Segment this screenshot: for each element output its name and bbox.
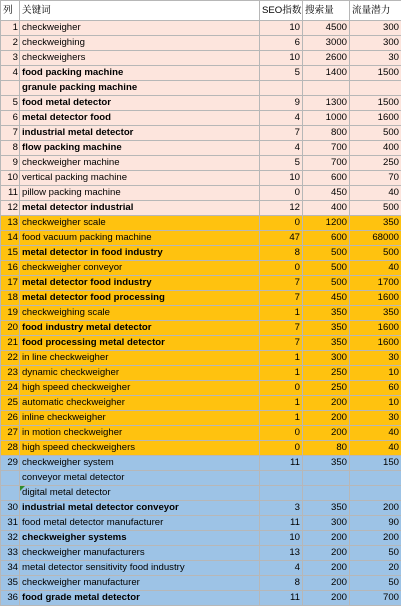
cell-index[interactable]: 32 xyxy=(1,531,20,546)
cell-seo-index[interactable]: 7 xyxy=(260,336,303,351)
cell-traffic-potential[interactable]: 70 xyxy=(350,171,401,186)
cell-index[interactable]: 9 xyxy=(1,156,20,171)
cell-index[interactable]: 8 xyxy=(1,141,20,156)
cell-keyword[interactable]: checkweigher scale xyxy=(20,216,260,231)
cell-traffic-potential[interactable]: 50 xyxy=(350,576,401,591)
cell-traffic-potential[interactable]: 1500 xyxy=(350,96,401,111)
cell-index[interactable]: 23 xyxy=(1,366,20,381)
cell-traffic-potential[interactable]: 10 xyxy=(350,396,401,411)
cell-traffic-potential[interactable]: 90 xyxy=(350,516,401,531)
table-row xyxy=(1,171,401,186)
table-row xyxy=(1,441,401,456)
table-row xyxy=(1,51,401,66)
cell-seo-index[interactable] xyxy=(260,486,303,501)
cell-index[interactable]: 16 xyxy=(1,261,20,276)
cell-traffic-potential[interactable]: 60 xyxy=(350,381,401,396)
cell-keyword[interactable]: metal detector sensitivity food industry xyxy=(20,561,260,576)
table-row xyxy=(1,216,401,231)
cell-keyword[interactable]: checkweigher manufacturers xyxy=(20,546,260,561)
table-row xyxy=(1,411,401,426)
cell-keyword[interactable]: checkweigher xyxy=(20,21,260,36)
cell-seo-index[interactable]: 0 xyxy=(260,216,303,231)
cell-index[interactable]: 18 xyxy=(1,291,20,306)
table-row xyxy=(1,81,401,96)
cell-search-volume[interactable]: 800 xyxy=(303,126,350,141)
cell-traffic-potential[interactable]: 1600 xyxy=(350,111,401,126)
cell-traffic-potential[interactable]: 30 xyxy=(350,51,401,66)
cell-search-volume[interactable]: 500 xyxy=(303,246,350,261)
cell-keyword[interactable]: checkweigher manufacturer xyxy=(20,576,260,591)
cell-traffic-potential[interactable]: 350 xyxy=(350,216,401,231)
cell-search-volume[interactable]: 400 xyxy=(303,201,350,216)
cell-seo-index[interactable]: 10 xyxy=(260,51,303,66)
cell-keyword[interactable]: checkweigher conveyor xyxy=(20,261,260,276)
cell-seo-index[interactable]: 12 xyxy=(260,201,303,216)
cell-keyword[interactable]: granule packing machine xyxy=(20,81,260,96)
cell-index[interactable]: 12 xyxy=(1,201,20,216)
cell-keyword[interactable]: dynamic checkweigher xyxy=(20,366,260,381)
cell-traffic-potential[interactable]: 40 xyxy=(350,426,401,441)
cell-search-volume[interactable] xyxy=(303,486,350,501)
cell-index[interactable]: 4 xyxy=(1,66,20,81)
cell-index[interactable]: 30 xyxy=(1,501,20,516)
cell-traffic-potential[interactable]: 500 xyxy=(350,246,401,261)
cell-keyword[interactable]: food metal detector manufacturer xyxy=(20,516,260,531)
cell-index[interactable]: 34 xyxy=(1,561,20,576)
cell-index[interactable] xyxy=(1,81,20,96)
table-row xyxy=(1,561,401,576)
cell-traffic-potential[interactable]: 30 xyxy=(350,411,401,426)
cell-index[interactable]: 7 xyxy=(1,126,20,141)
cell-keyword[interactable]: pillow packing machine xyxy=(20,186,260,201)
cell-seo-index[interactable]: 10 xyxy=(260,21,303,36)
table-row xyxy=(1,516,401,531)
cell-traffic-potential[interactable]: 350 xyxy=(350,306,401,321)
cell-index[interactable]: 3 xyxy=(1,51,20,66)
cell-search-volume[interactable]: 250 xyxy=(303,366,350,381)
header-traffic-potential[interactable]: 流量潜力 xyxy=(350,1,401,21)
cell-seo-index[interactable]: 10 xyxy=(260,531,303,546)
cell-index[interactable]: 20 xyxy=(1,321,20,336)
cell-search-volume[interactable]: 350 xyxy=(303,336,350,351)
header-search-volume[interactable]: 搜索量 xyxy=(303,1,350,21)
cell-index[interactable]: 29 xyxy=(1,456,20,471)
cell-search-volume[interactable]: 700 xyxy=(303,156,350,171)
table-row xyxy=(1,36,401,51)
cell-index[interactable]: 24 xyxy=(1,381,20,396)
cell-keyword[interactable]: food vacuum packing machine xyxy=(20,231,260,246)
cell-keyword[interactable]: food industry metal detector xyxy=(20,321,260,336)
cell-search-volume[interactable]: 1000 xyxy=(303,111,350,126)
cell-index[interactable]: 26 xyxy=(1,411,20,426)
cell-index[interactable]: 1 xyxy=(1,21,20,36)
cell-search-volume[interactable]: 200 xyxy=(303,576,350,591)
cell-keyword[interactable]: automatic checkweigher xyxy=(20,396,260,411)
table-row xyxy=(1,261,401,276)
cell-traffic-potential[interactable]: 500 xyxy=(350,126,401,141)
cell-keyword[interactable]: conveyor metal detector xyxy=(20,471,260,486)
cell-keyword[interactable]: high speed checkweighers xyxy=(20,441,260,456)
table-row xyxy=(1,21,401,36)
cell-keyword[interactable]: metal detector industrial xyxy=(20,201,260,216)
cell-index[interactable]: 33 xyxy=(1,546,20,561)
cell-traffic-potential[interactable]: 40 xyxy=(350,186,401,201)
cell-index[interactable]: 36 xyxy=(1,591,20,606)
cell-search-volume[interactable]: 350 xyxy=(303,306,350,321)
cell-index[interactable]: 25 xyxy=(1,396,20,411)
cell-search-volume[interactable]: 600 xyxy=(303,171,350,186)
cell-index[interactable]: 14 xyxy=(1,231,20,246)
cell-seo-index[interactable]: 0 xyxy=(260,426,303,441)
cell-keyword[interactable]: food grade metal detector xyxy=(20,591,260,606)
cell-seo-index[interactable]: 7 xyxy=(260,291,303,306)
cell-traffic-potential[interactable]: 1700 xyxy=(350,276,401,291)
cell-index[interactable]: 28 xyxy=(1,441,20,456)
table-row xyxy=(1,546,401,561)
header-index[interactable]: 列 xyxy=(1,1,20,21)
cell-traffic-potential[interactable]: 200 xyxy=(350,531,401,546)
cell-seo-index[interactable]: 6 xyxy=(260,36,303,51)
table-row xyxy=(1,471,401,486)
cell-seo-index[interactable]: 9 xyxy=(260,96,303,111)
cell-seo-index[interactable] xyxy=(260,81,303,96)
cell-search-volume[interactable]: 3000 xyxy=(303,36,350,51)
cell-seo-index[interactable]: 8 xyxy=(260,246,303,261)
cell-seo-index[interactable]: 0 xyxy=(260,381,303,396)
cell-keyword[interactable]: checkweigher machine xyxy=(20,156,260,171)
cell-search-volume[interactable]: 200 xyxy=(303,546,350,561)
table-row xyxy=(1,126,401,141)
cell-index[interactable]: 19 xyxy=(1,306,20,321)
table-row xyxy=(1,366,401,381)
table-row xyxy=(1,96,401,111)
cell-keyword[interactable]: in motion checkweigher xyxy=(20,426,260,441)
cell-traffic-potential[interactable]: 50 xyxy=(350,546,401,561)
cell-traffic-potential[interactable]: 20 xyxy=(350,561,401,576)
cell-search-volume[interactable]: 450 xyxy=(303,291,350,306)
table-row xyxy=(1,276,401,291)
cell-search-volume[interactable]: 350 xyxy=(303,456,350,471)
table-row xyxy=(1,201,401,216)
cell-traffic-potential[interactable] xyxy=(350,486,401,501)
table-row xyxy=(1,231,401,246)
cell-search-volume[interactable]: 2600 xyxy=(303,51,350,66)
cell-seo-index[interactable]: 3 xyxy=(260,501,303,516)
cell-seo-index[interactable]: 4 xyxy=(260,141,303,156)
cell-keyword[interactable]: checkweigher system xyxy=(20,456,260,471)
cell-seo-index[interactable]: 1 xyxy=(260,411,303,426)
cell-keyword[interactable]: checkweighing scale xyxy=(20,306,260,321)
cell-seo-index[interactable]: 47 xyxy=(260,231,303,246)
table-row xyxy=(1,186,401,201)
cell-seo-index[interactable]: 4 xyxy=(260,111,303,126)
cell-traffic-potential[interactable]: 40 xyxy=(350,261,401,276)
cell-seo-index[interactable]: 1 xyxy=(260,396,303,411)
table-row xyxy=(1,321,401,336)
cell-seo-index[interactable]: 4 xyxy=(260,561,303,576)
cell-search-volume[interactable]: 250 xyxy=(303,381,350,396)
cell-index[interactable]: 15 xyxy=(1,246,20,261)
cell-search-volume[interactable] xyxy=(303,471,350,486)
table-row xyxy=(1,141,401,156)
cell-traffic-potential[interactable]: 40 xyxy=(350,441,401,456)
cell-keyword[interactable]: checkweighers xyxy=(20,51,260,66)
table-row xyxy=(1,291,401,306)
cell-seo-index[interactable]: 0 xyxy=(260,261,303,276)
cell-traffic-potential[interactable]: 200 xyxy=(350,501,401,516)
cell-index[interactable]: 10 xyxy=(1,171,20,186)
table-row xyxy=(1,381,401,396)
cell-keyword[interactable]: in line checkweigher xyxy=(20,351,260,366)
table-row xyxy=(1,246,401,261)
header-row xyxy=(1,1,401,21)
cell-search-volume[interactable]: 1200 xyxy=(303,216,350,231)
cell-index[interactable]: 11 xyxy=(1,186,20,201)
cell-index[interactable]: 31 xyxy=(1,516,20,531)
table-row xyxy=(1,351,401,366)
cell-traffic-potential[interactable] xyxy=(350,471,401,486)
table-row xyxy=(1,591,401,606)
cell-search-volume[interactable]: 450 xyxy=(303,186,350,201)
cell-traffic-potential[interactable]: 1600 xyxy=(350,336,401,351)
cell-index[interactable]: 2 xyxy=(1,36,20,51)
header-keyword[interactable]: 关键词 xyxy=(20,1,260,21)
cell-traffic-potential[interactable] xyxy=(350,81,401,96)
cell-index[interactable]: 13 xyxy=(1,216,20,231)
cell-index[interactable]: 5 xyxy=(1,96,20,111)
table-row xyxy=(1,501,401,516)
table-row xyxy=(1,66,401,81)
cell-traffic-potential[interactable]: 1500 xyxy=(350,66,401,81)
cell-seo-index[interactable]: 11 xyxy=(260,456,303,471)
cell-seo-index[interactable]: 1 xyxy=(260,366,303,381)
cell-traffic-potential[interactable]: 68000 xyxy=(350,231,401,246)
table-row xyxy=(1,111,401,126)
cell-seo-index[interactable]: 8 xyxy=(260,576,303,591)
cell-seo-index[interactable]: 5 xyxy=(260,66,303,81)
cell-search-volume[interactable]: 200 xyxy=(303,396,350,411)
cell-keyword[interactable]: food packing machine xyxy=(20,66,260,81)
cell-index[interactable]: 35 xyxy=(1,576,20,591)
cell-search-volume[interactable]: 200 xyxy=(303,426,350,441)
cell-search-volume[interactable]: 200 xyxy=(303,531,350,546)
cell-search-volume[interactable]: 300 xyxy=(303,351,350,366)
cell-seo-index[interactable]: 1 xyxy=(260,351,303,366)
cell-seo-index[interactable]: 10 xyxy=(260,171,303,186)
cell-search-volume[interactable]: 500 xyxy=(303,261,350,276)
cell-search-volume[interactable]: 200 xyxy=(303,411,350,426)
cell-seo-index[interactable]: 5 xyxy=(260,156,303,171)
table-row xyxy=(1,156,401,171)
cell-keyword[interactable]: vertical packing machine xyxy=(20,171,260,186)
cell-index[interactable] xyxy=(1,471,20,486)
cell-index[interactable]: 6 xyxy=(1,111,20,126)
cell-search-volume[interactable]: 350 xyxy=(303,321,350,336)
table-row xyxy=(1,531,401,546)
cell-search-volume[interactable]: 500 xyxy=(303,276,350,291)
table-row xyxy=(1,576,401,591)
cell-keyword[interactable]: metal detector food industry xyxy=(20,276,260,291)
cell-search-volume[interactable]: 1300 xyxy=(303,96,350,111)
cell-traffic-potential[interactable]: 300 xyxy=(350,36,401,51)
table-row xyxy=(1,486,401,501)
cell-search-volume[interactable]: 80 xyxy=(303,441,350,456)
cell-seo-index[interactable]: 0 xyxy=(260,186,303,201)
cell-seo-index[interactable]: 1 xyxy=(260,306,303,321)
cell-keyword[interactable]: digital metal detector xyxy=(20,486,260,501)
cell-keyword[interactable]: metal detector food xyxy=(20,111,260,126)
cell-index[interactable]: 17 xyxy=(1,276,20,291)
table-row xyxy=(1,306,401,321)
cell-traffic-potential[interactable]: 10 xyxy=(350,366,401,381)
cell-traffic-potential[interactable]: 400 xyxy=(350,141,401,156)
cell-search-volume[interactable]: 700 xyxy=(303,141,350,156)
table-row xyxy=(1,426,401,441)
cell-traffic-potential[interactable]: 1600 xyxy=(350,321,401,336)
cell-search-volume[interactable] xyxy=(303,81,350,96)
cell-keyword[interactable]: metal detector food processing xyxy=(20,291,260,306)
table-row xyxy=(1,396,401,411)
cell-traffic-potential[interactable]: 700 xyxy=(350,591,401,606)
cell-seo-index[interactable] xyxy=(260,471,303,486)
cell-keyword[interactable]: metal detector in food industry xyxy=(20,246,260,261)
cell-seo-index[interactable]: 7 xyxy=(260,321,303,336)
cell-keyword[interactable]: industrial metal detector conveyor xyxy=(20,501,260,516)
cell-traffic-potential[interactable]: 300 xyxy=(350,21,401,36)
cell-keyword[interactable]: high speed checkweigher xyxy=(20,381,260,396)
cell-traffic-potential[interactable]: 30 xyxy=(350,351,401,366)
cell-index[interactable]: 21 xyxy=(1,336,20,351)
cell-search-volume[interactable]: 4500 xyxy=(303,21,350,36)
cell-traffic-potential[interactable]: 500 xyxy=(350,201,401,216)
cell-index[interactable]: 27 xyxy=(1,426,20,441)
table-row xyxy=(1,456,401,471)
cell-traffic-potential[interactable]: 150 xyxy=(350,456,401,471)
cell-search-volume[interactable]: 200 xyxy=(303,591,350,606)
cell-keyword[interactable]: inline checkweigher xyxy=(20,411,260,426)
cell-keyword[interactable]: checkweigher systems xyxy=(20,531,260,546)
cell-search-volume[interactable]: 1400 xyxy=(303,66,350,81)
cell-search-volume[interactable]: 300 xyxy=(303,516,350,531)
cell-seo-index[interactable]: 0 xyxy=(260,441,303,456)
cell-search-volume[interactable]: 200 xyxy=(303,561,350,576)
cell-seo-index[interactable]: 7 xyxy=(260,126,303,141)
cell-keyword[interactable]: flow packing machine xyxy=(20,141,260,156)
cell-search-volume[interactable]: 350 xyxy=(303,501,350,516)
cell-search-volume[interactable]: 600 xyxy=(303,231,350,246)
cell-seo-index[interactable]: 11 xyxy=(260,516,303,531)
cell-seo-index[interactable]: 7 xyxy=(260,276,303,291)
cell-index[interactable]: 22 xyxy=(1,351,20,366)
cell-traffic-potential[interactable]: 250 xyxy=(350,156,401,171)
cell-seo-index[interactable]: 13 xyxy=(260,546,303,561)
cell-keyword[interactable]: industrial metal detector xyxy=(20,126,260,141)
cell-keyword[interactable]: checkweighing xyxy=(20,36,260,51)
table-row xyxy=(1,336,401,351)
table-body xyxy=(1,1,401,606)
cell-seo-index[interactable]: 11 xyxy=(260,591,303,606)
cell-traffic-potential[interactable]: 1600 xyxy=(350,291,401,306)
cell-keyword[interactable]: food processing metal detector xyxy=(20,336,260,351)
header-seo-index[interactable]: SEO指数 xyxy=(260,1,303,21)
cell-index[interactable] xyxy=(1,486,20,501)
cell-keyword[interactable]: food metal detector xyxy=(20,96,260,111)
